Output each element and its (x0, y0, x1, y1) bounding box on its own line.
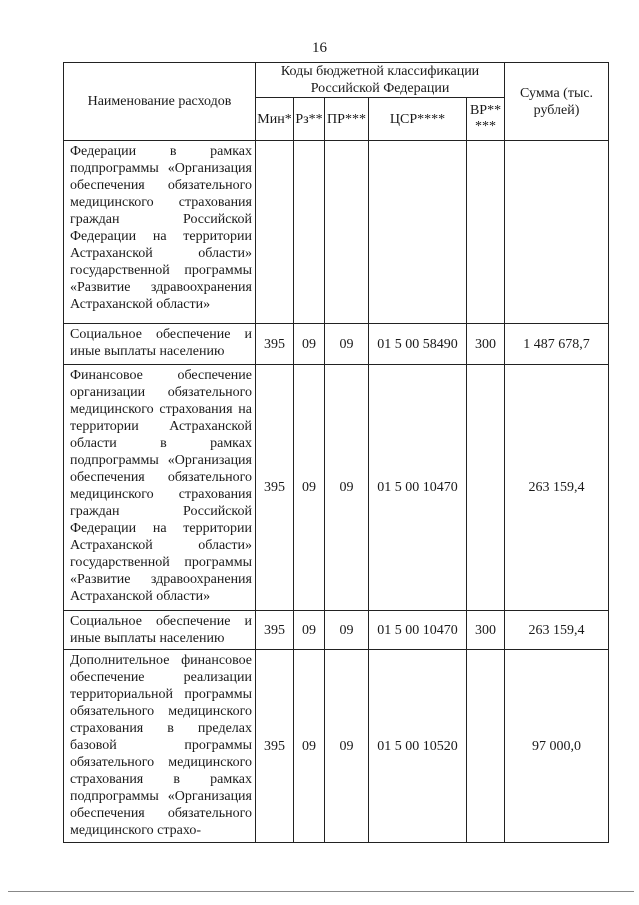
row-min: 395 (256, 650, 294, 843)
row-vr: 300 (467, 611, 505, 650)
page-number: 16 (312, 40, 327, 56)
row-sum: 263 159,4 (505, 611, 609, 650)
row-csr: 01 5 00 10470 (369, 611, 467, 650)
row-name-text: Финансовое обеспечение организации обязательного медицинского страхования на территории Астраханской области в рамках подпрограммы «Организация обеспечения обязательного медицинского страхования граждан Российской Федерации на территории Астраханской области» государственной программы «Развитие здравоохранения Астраханской области» (70, 368, 252, 604)
row-csr: 01 5 00 58490 (369, 324, 467, 365)
row-pr: 09 (325, 324, 369, 365)
row-name (64, 611, 256, 650)
table-row (64, 650, 609, 843)
row-pr: 09 (325, 611, 369, 650)
row-rz: 09 (294, 324, 325, 365)
row-name (64, 650, 256, 843)
page-bottom-rule (8, 891, 634, 892)
row-pr: 09 (325, 650, 369, 843)
row-sum: 263 159,4 (505, 365, 609, 611)
table-row (64, 324, 609, 365)
row-pr: 09 (325, 365, 369, 611)
table-row (64, 141, 609, 324)
row-rz: 09 (294, 611, 325, 650)
row-vr (467, 141, 505, 324)
row-name-text: Дополнительное финансовое обеспечение реализации территориальной программы обязательного медицинского страхования в пределах базовой программы обязательного медицинского страхования в рамках подпрограммы «Организация обеспечения обязательного медицинского страхо- (70, 653, 252, 838)
header-codes-group: Коды бюджетной классификации Российской Федерации (256, 63, 505, 98)
header-pr: ПР*** (325, 98, 369, 141)
row-vr (467, 365, 505, 611)
row-sum: 1 487 678,7 (505, 324, 609, 365)
table-row (64, 365, 609, 611)
row-csr: 01 5 00 10470 (369, 365, 467, 611)
header-sum: Сумма (тыс. рублей) (505, 63, 609, 141)
header-vr: ВР** *** (467, 98, 505, 141)
table-header (64, 63, 609, 141)
header-min: Мин* (256, 98, 294, 141)
row-name (64, 141, 256, 324)
row-csr (369, 141, 467, 324)
row-name (64, 365, 256, 611)
row-min: 395 (256, 324, 294, 365)
row-rz: 09 (294, 650, 325, 843)
row-min: 395 (256, 611, 294, 650)
row-min (256, 141, 294, 324)
row-name (64, 324, 256, 365)
row-name-text: Социальное обеспечение и иные выплаты населению (70, 327, 252, 359)
header-name: Наименование расходов (64, 63, 256, 141)
row-vr: 300 (467, 324, 505, 365)
budget-table (63, 62, 609, 843)
row-vr (467, 650, 505, 843)
row-sum (505, 141, 609, 324)
row-name-text: Федерации в рамках подпрограммы «Организация обеспечения обязательного медицинского страхования граждан Российской Федерации на территории Астраханской области» государственной программы «Развитие здравоохранения Астраханской области» (70, 144, 252, 312)
row-pr (325, 141, 369, 324)
row-rz: 09 (294, 365, 325, 611)
header-csr: ЦСР**** (369, 98, 467, 141)
row-min: 395 (256, 365, 294, 611)
row-rz (294, 141, 325, 324)
table-row (64, 611, 609, 650)
header-rz: Рз** (294, 98, 325, 141)
row-csr: 01 5 00 10520 (369, 650, 467, 843)
row-sum: 97 000,0 (505, 650, 609, 843)
row-name-text: Социальное обеспечение и иные выплаты населению (70, 614, 252, 646)
